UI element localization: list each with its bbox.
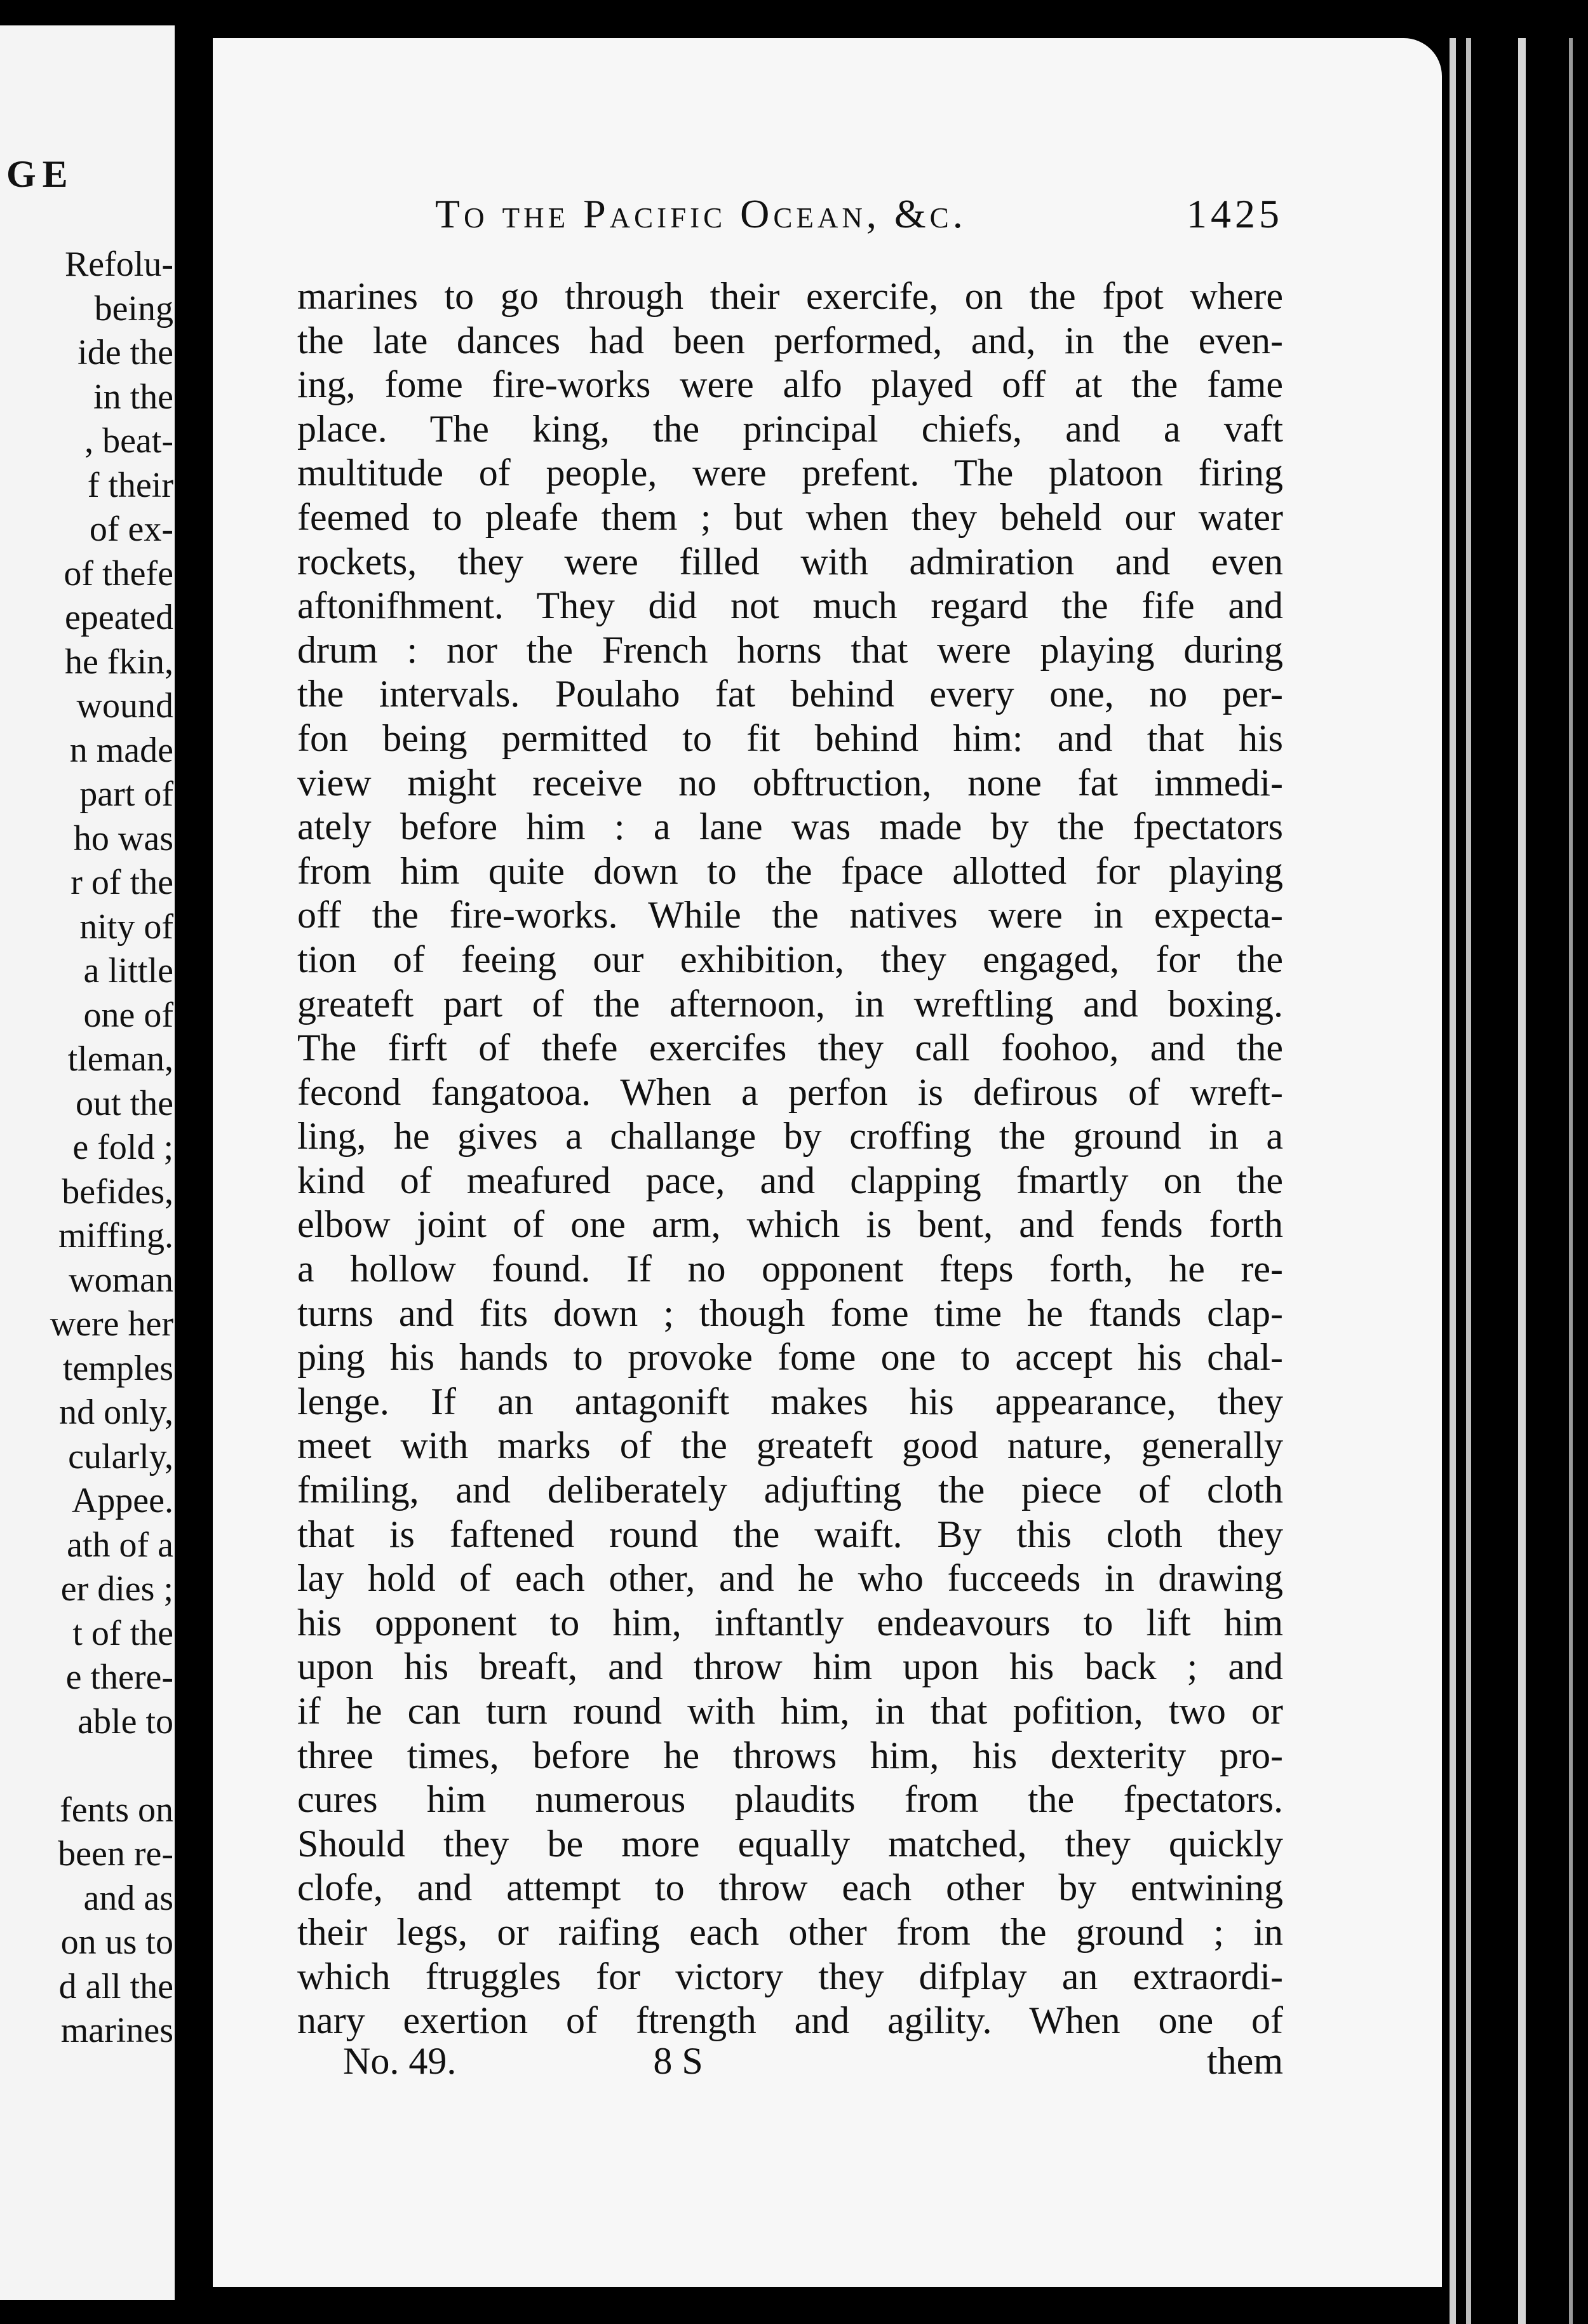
catchword: them [1207,2040,1283,2082]
running-title: To the Pacific Ocean, &c. [435,191,967,236]
signature-mark: 8 S [653,2040,703,2082]
left-page-line: one of [83,995,173,1035]
text-line: The firft of thefe exercifes they call foohoo, and the [297,1027,1283,1069]
page-number: 1425 [1187,191,1283,236]
text-line: view might receive no obftruction, none fat immedi- [297,761,1283,804]
left-page-line: ath of a [67,1525,173,1565]
left-running-head: GE [6,153,74,195]
left-page-line: and as [83,1878,173,1918]
text-line: clofe, and attempt to throw each other by entwining [297,1867,1283,1909]
text-line: from him quite down to the fpace allotted for playing [297,849,1283,892]
text-line: his opponent to him, inftantly endeavours to lift him [297,1601,1283,1644]
text-line: nary exertion of ftrength and agility. When one of [297,1999,1283,2042]
left-page-line: e fold ; [72,1128,173,1167]
left-page-line: temples [62,1348,173,1388]
left-page-text [50,243,173,2053]
left-page-line: Refolu- [64,245,173,284]
left-page-line: part of [79,774,173,814]
text-line: cures him numerous plaudits from the fpectators. [297,1778,1283,1821]
left-page-line: out the [76,1083,173,1123]
text-line: marines to go through their exercife, on the fpot where [297,275,1283,317]
text-line: aftonifhment. They did not much regard the fife and [297,584,1283,627]
text-line: drum : nor the French horns that were playing during [297,628,1283,671]
text-line: the late dances had been performed, and, in the even- [297,319,1283,361]
left-page-line: he fkin, [64,642,173,682]
text-line: ately before him : a lane was made by the fpectators [297,806,1283,848]
text-line: greateft part of the afternoon, in wreftling and boxing. [297,982,1283,1025]
left-page-line: ho was [73,818,173,858]
text-line: meet with marks of the greateft good nature, generally [297,1424,1283,1467]
left-page-line: epeated [65,598,173,637]
text-line: ling, he gives a challange by croffing the ground in a [297,1115,1283,1158]
left-page-fragment [0,25,175,2300]
text-line: place. The king, the principal chiefs, and a vaft [297,407,1283,450]
text-line: that is faftened round the waift. By this cloth they [297,1513,1283,1555]
text-line: feemed to pleafe them ; but when they beheld our water [297,496,1283,538]
left-page-line: d all the [58,1966,173,2006]
text-line: off the fire-works. While the natives were in expecta- [297,894,1283,936]
left-page-line: woman [69,1260,173,1300]
left-page-line: , beat- [84,421,173,461]
left-page-line: tleman, [67,1039,173,1079]
left-page-line: r of the [71,863,173,902]
left-page-line: fents on [60,1790,173,1830]
text-line: if he can turn round with him, in that pofition, two or [297,1690,1283,1732]
text-line: kind of meafured pace, and clapping fmartly on the [297,1159,1283,1201]
left-page-line: wound [76,686,173,726]
text-line: lay hold of each other, and he who fucceeds in drawing [297,1557,1283,1600]
text-line: fecond fangatooa. When a perfon is defirous of wreft- [297,1071,1283,1113]
left-page-line: able to [77,1701,173,1741]
text-line: their legs, or raifing each other from the ground ; in [297,1910,1283,1953]
left-page-line [50,1744,173,1788]
text-line: which ftruggles for victory they difplay an extraordi- [297,1955,1283,1997]
left-page-line: in the [93,377,173,417]
left-page-line: befides, [62,1172,173,1212]
text-line: multitude of people, were prefent. The platoon firing [297,452,1283,494]
text-line: rockets, they were filled with admiration and even [297,540,1283,583]
page-footer [343,2039,1283,2083]
left-page-line: nity of [79,907,173,947]
left-page-line: a little [83,951,173,990]
left-page-line: marines [60,2011,173,2050]
left-page-line: er dies ; [60,1569,173,1609]
left-page-line: been re- [58,1834,173,1874]
book-gutter [175,0,213,2324]
text-line: ing, fome fire-works were alfo played off at the fame [297,363,1283,406]
text-line: elbow joint of one arm, which is bent, and fends forth [297,1203,1283,1246]
text-line: ping his hands to provoke fome one to accept his chal- [297,1336,1283,1379]
text-line: fmiling, and deliberately adjufting the piece of cloth [297,1469,1283,1511]
text-line: tion of feeing our exhibition, they engaged, for the [297,938,1283,980]
text-line: three times, before he throws him, his dexterity pro- [297,1734,1283,1776]
body-text [297,274,1283,2043]
text-line: upon his breaft, and throw him upon his back ; and [297,1645,1283,1688]
text-line: the intervals. Poulaho fat behind every one, no per- [297,673,1283,715]
left-page-line: Appee. [71,1481,173,1520]
left-page-line: t of the [72,1613,173,1653]
left-page-line: miffing. [58,1216,173,1255]
left-page-line: n made [69,730,173,770]
issue-number: No. 49. [343,2040,457,2082]
left-page-line: of ex- [89,510,173,549]
left-page-line: f their [87,465,173,505]
left-page-line: e there- [65,1658,173,1697]
left-page-line: being [94,288,173,328]
text-line: turns and fits down ; though fome time he ftands clap- [297,1292,1283,1334]
running-header [435,191,1283,238]
text-line: Should they be more equally matched, they quickly [297,1822,1283,1865]
left-page-line: cularly, [68,1436,173,1476]
left-page-line: ide the [77,333,173,372]
text-line: lenge. If an antagonift makes his appearance, they [297,1380,1283,1422]
left-page-line: on us to [60,1922,173,1962]
left-page-line: were her [50,1304,173,1344]
left-page-line: of thefe [64,553,173,593]
text-line: fon being permitted to fit behind him: and that his [297,717,1283,759]
page-edges [1442,38,1588,2324]
left-page-line: nd only, [59,1393,173,1432]
text-line: a hollow found. If no opponent fteps forth, he re- [297,1248,1283,1290]
